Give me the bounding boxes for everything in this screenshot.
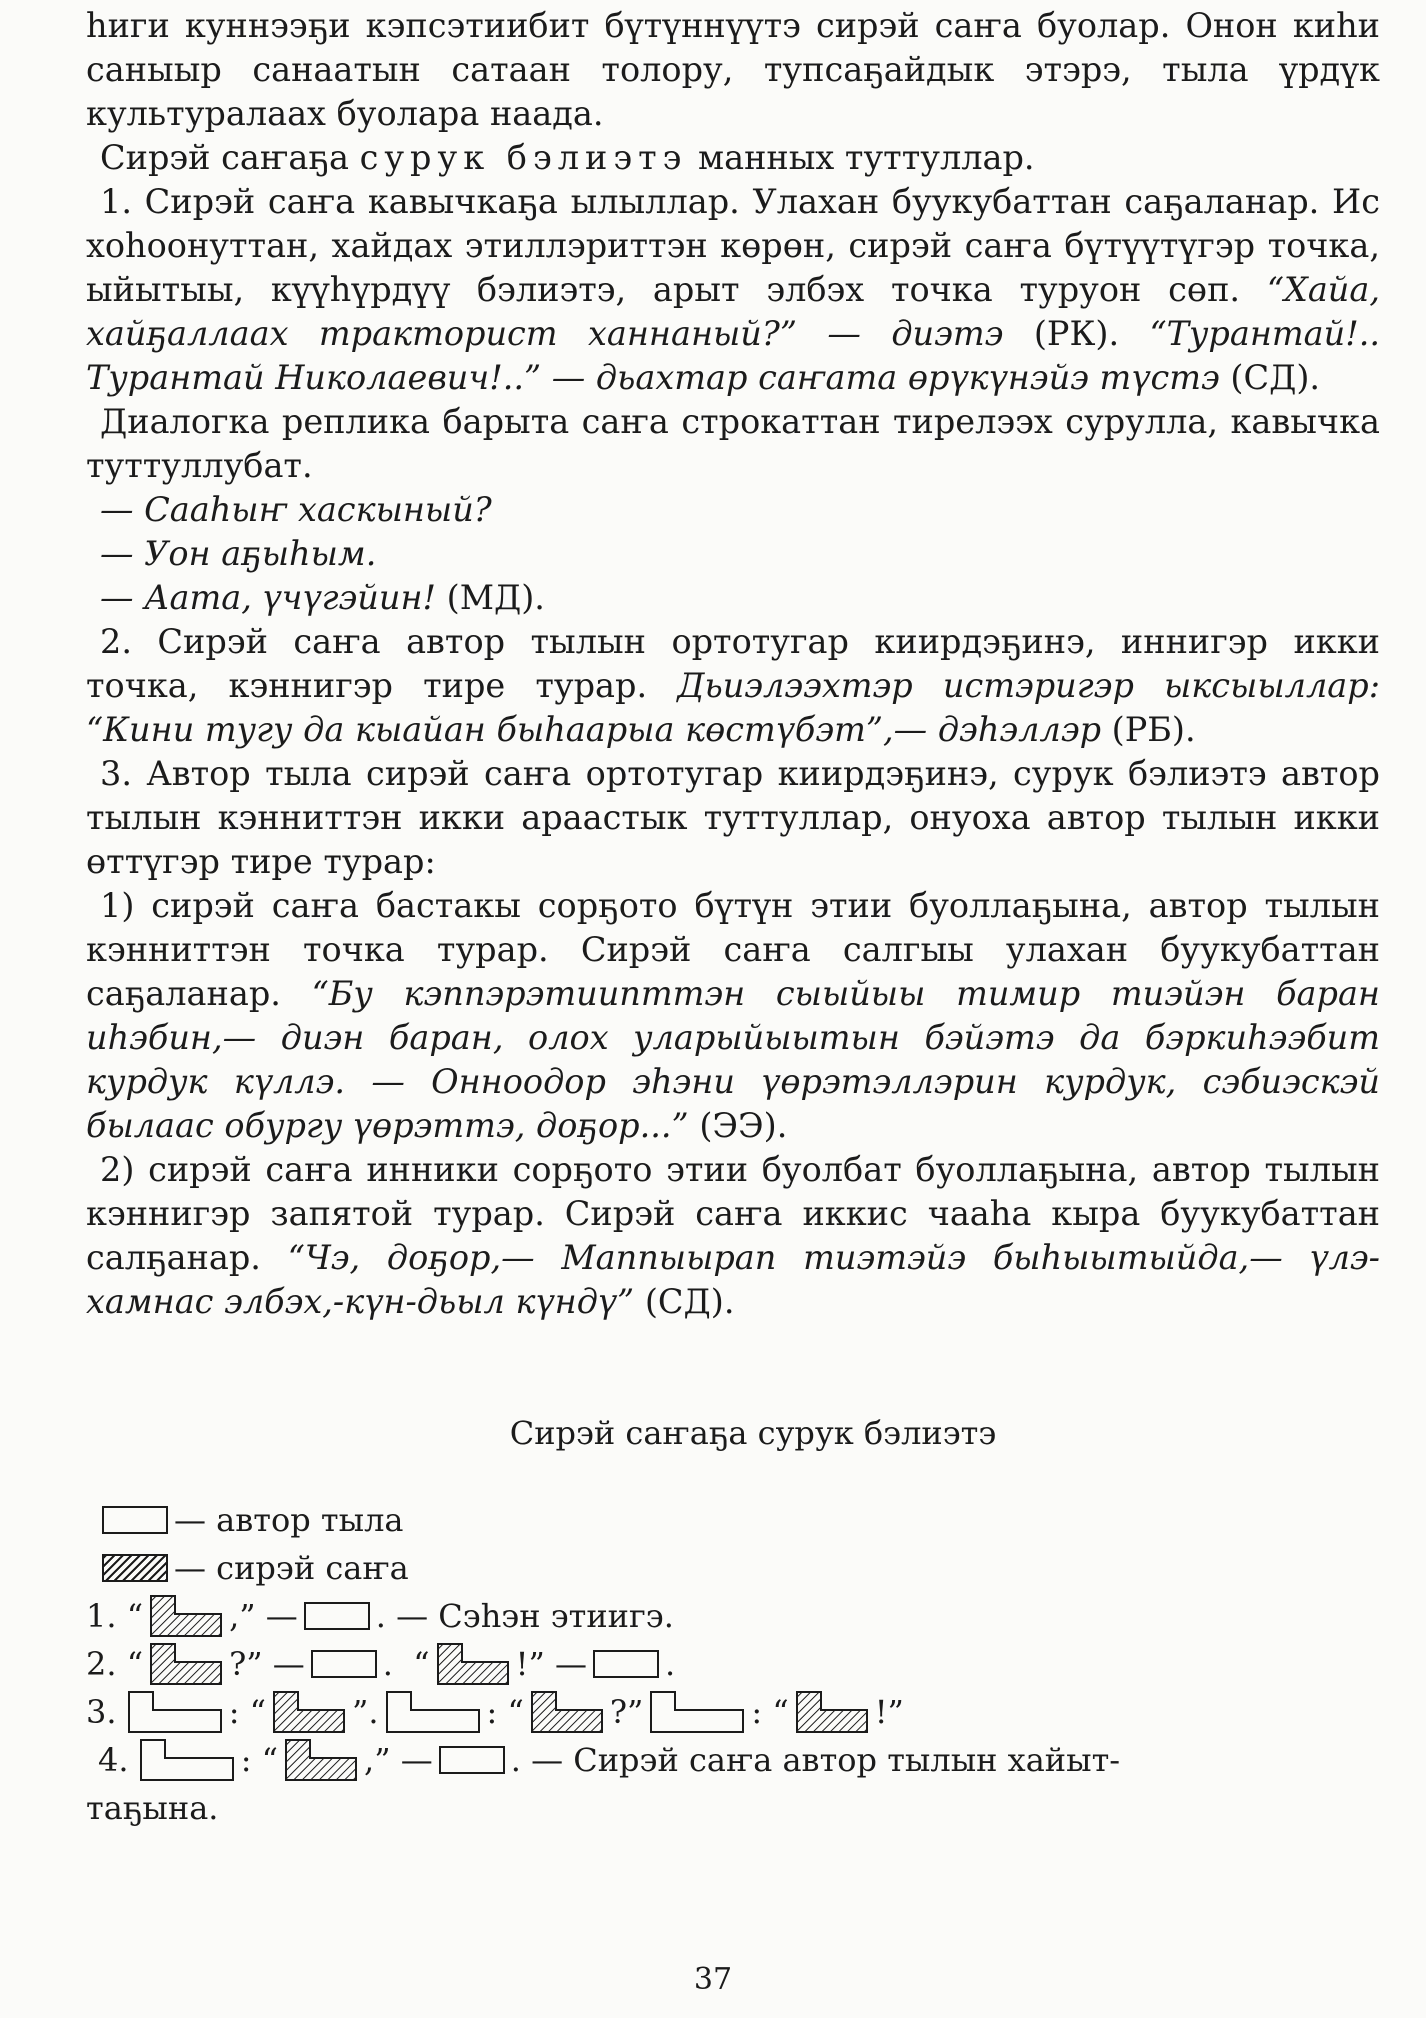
text: Сирэй саҥаҕа (100, 138, 360, 177)
punct: : “ (486, 1693, 524, 1731)
punctuation-schema (86, 1592, 1380, 1832)
author-box-icon (102, 1506, 168, 1534)
punct: : “ (228, 1693, 267, 1731)
dialog-line (86, 576, 1380, 620)
hatched-step-icon (436, 1642, 510, 1686)
punct: ”. (352, 1693, 379, 1731)
punct: . “ (382, 1645, 430, 1683)
author-box-icon (439, 1746, 505, 1774)
source: (СД). (1219, 358, 1321, 397)
rule-1 (86, 180, 1380, 400)
legend (86, 1496, 1380, 1592)
row-number: 4. (98, 1741, 129, 1779)
author-step-icon (649, 1690, 745, 1734)
punct: ?” (609, 1693, 644, 1731)
author-step-icon (127, 1690, 223, 1734)
example: Дьиэлээхтэр истэригэр ыксыыллар: “Кини тугу да кыайан быhаарыа көстүбэт”,— дэhэллэр (86, 666, 1380, 749)
source: (МД). (435, 578, 545, 617)
rule-2 (86, 620, 1380, 752)
rule-3-2 (86, 1148, 1380, 1324)
hatched-step-icon (284, 1738, 358, 1782)
author-step-icon (385, 1690, 481, 1734)
legend-label: — сирэй саҥа (174, 1549, 409, 1587)
paragraph (86, 136, 1380, 180)
source: (ЭЭ). (688, 1106, 788, 1145)
legend-label: — автор тыла (174, 1501, 404, 1539)
author-box-icon (311, 1650, 377, 1678)
schema-row-4-cont (86, 1784, 1380, 1832)
text: манных туттуллар. (687, 138, 1035, 177)
text: 1) сирэй саҥа бастакы сорҕото бүтүн этии буоллаҕына, автор тылын кэнниттэн точка турар. Сирэй саҥа салгыы улахан буукубаттан саҕаланар. (86, 886, 1380, 1013)
spaced-term: сурук бэлиэтэ (359, 138, 688, 177)
schema-row-1 (86, 1592, 1380, 1640)
hatched-step-icon (530, 1690, 604, 1734)
paragraph: Диалогка реплика барыта саҥа строкаттан тирелээх сурулла, кавычка туттуллубат. (86, 402, 1380, 485)
dialog-text: — Аата, үчүгэйин! (100, 578, 436, 617)
page-number: 37 (693, 1962, 733, 1997)
quote-mark: “ (126, 1645, 144, 1683)
rule-3-1 (86, 884, 1380, 1148)
author-box-icon (304, 1602, 370, 1630)
punct: ,” — (364, 1741, 433, 1779)
example: “Турантай!.. Турантай Николаевич!..” — дьахтар саҥата өрүкүнэйэ түстэ (86, 314, 1380, 397)
schema-row-4 (86, 1736, 1380, 1784)
text: 1. Сирэй саҥа кавычкаҕа ылыллар. Улахан буукубаттан саҕаланар. Ис хоhоонуттан, хайдах этиллэриттэн көрөн, сирэй саҥа бүтүүтүгэр точка, ыйытыы, күүhүрдүү бэлиэтэ, арыт элбэх точка туруон сөп. (86, 182, 1380, 309)
dialog-text: — Уон аҕыhым. (100, 534, 377, 573)
hatched-box-icon (102, 1554, 168, 1582)
source: (РК). (1003, 314, 1150, 353)
body-text (86, 4, 1380, 1324)
dialog-line (86, 532, 1380, 576)
punct: . (665, 1645, 676, 1683)
note: . — Сирэй саҥа автор тылын хайыт- (510, 1741, 1121, 1779)
source: (РБ). (1101, 710, 1196, 749)
legend-direct (96, 1544, 1380, 1592)
punct: ?” — (229, 1645, 305, 1683)
example: “Бу кэппэрэтиипттэн сыыйыы тимир тиэйэн баран иhэбин,— диэн баран, олох уларыйыытын бэйэтэ да бэркиhээбит курдук күллэ. — Онноодор эhэни үөрэтэллэрин курдук, сэбиэскэй былаас обургу үөрэттэ, доҕор...” (86, 974, 1380, 1145)
example: “Чэ, доҕор,— Маппыырап тиэтэйэ быhыытыйда,— үлэ-хамнас элбэх,-күн-дьыл күндү” (86, 1238, 1380, 1321)
legend-author (96, 1496, 1380, 1544)
quote-mark: “ (126, 1597, 144, 1635)
punct: : “ (751, 1693, 789, 1731)
rule-3: 3. Автор тыла сирэй саҥа ортотугар киирдэҕинэ, сурук бэлиэтэ автор тылын кэнниттэн икки араастык туттуллар, онуоха автор тылын икки өттүгэр тире турар: (86, 754, 1380, 881)
hatched-step-icon (149, 1642, 223, 1686)
example: “Хайа, хайҕаллаах тракторист ханнаный?” — диэтэ (86, 270, 1380, 353)
hatched-step-icon (272, 1690, 346, 1734)
row-number: 3. (86, 1693, 117, 1731)
paragraph: hиги куннээҕи кэпсэтиибит бүтүннүүтэ сирэй саҥа буолар. Онон киhи саныыр санаатын сатаан толору, тупсаҕайдык этэрэ, тыла үрдүк культуралаах буолара наада. (86, 6, 1380, 133)
hatched-step-icon (795, 1690, 869, 1734)
hatched-step-icon (149, 1594, 223, 1638)
punct: !” (874, 1693, 904, 1731)
schema-row-2 (86, 1640, 1380, 1688)
note: таҕына. (86, 1789, 219, 1827)
section-heading: Сирэй саҥаҕа сурук бэлиэтэ (509, 1414, 997, 1452)
dialog-line (86, 488, 1380, 532)
source: (СД). (634, 1282, 735, 1321)
punct: !” — (515, 1645, 588, 1683)
text: 2. Сирэй саҥа автор тылын ортотугар киирдэҕинэ, иннигэр икки точка, кэннигэр тире турар. (86, 622, 1380, 705)
row-number: 2. (86, 1645, 117, 1683)
punct: ,” — (229, 1597, 298, 1635)
row-number: 1. (86, 1597, 117, 1635)
note: . — Сэhэн этиигэ. (375, 1597, 674, 1635)
dialog-text: — Сааhыҥ хаскыный? (100, 490, 492, 529)
author-box-icon (593, 1650, 659, 1678)
text: 2) сирэй саҥа инники сорҕото этии буолбат буоллаҕына, автор тылын кэннигэр запятой турар. Сирэй саҥа иккис чааhа кыра буукубаттан салҕанар. (86, 1150, 1380, 1277)
schema-row-3 (86, 1688, 1380, 1736)
punct: : “ (240, 1741, 279, 1779)
author-step-icon (139, 1738, 235, 1782)
